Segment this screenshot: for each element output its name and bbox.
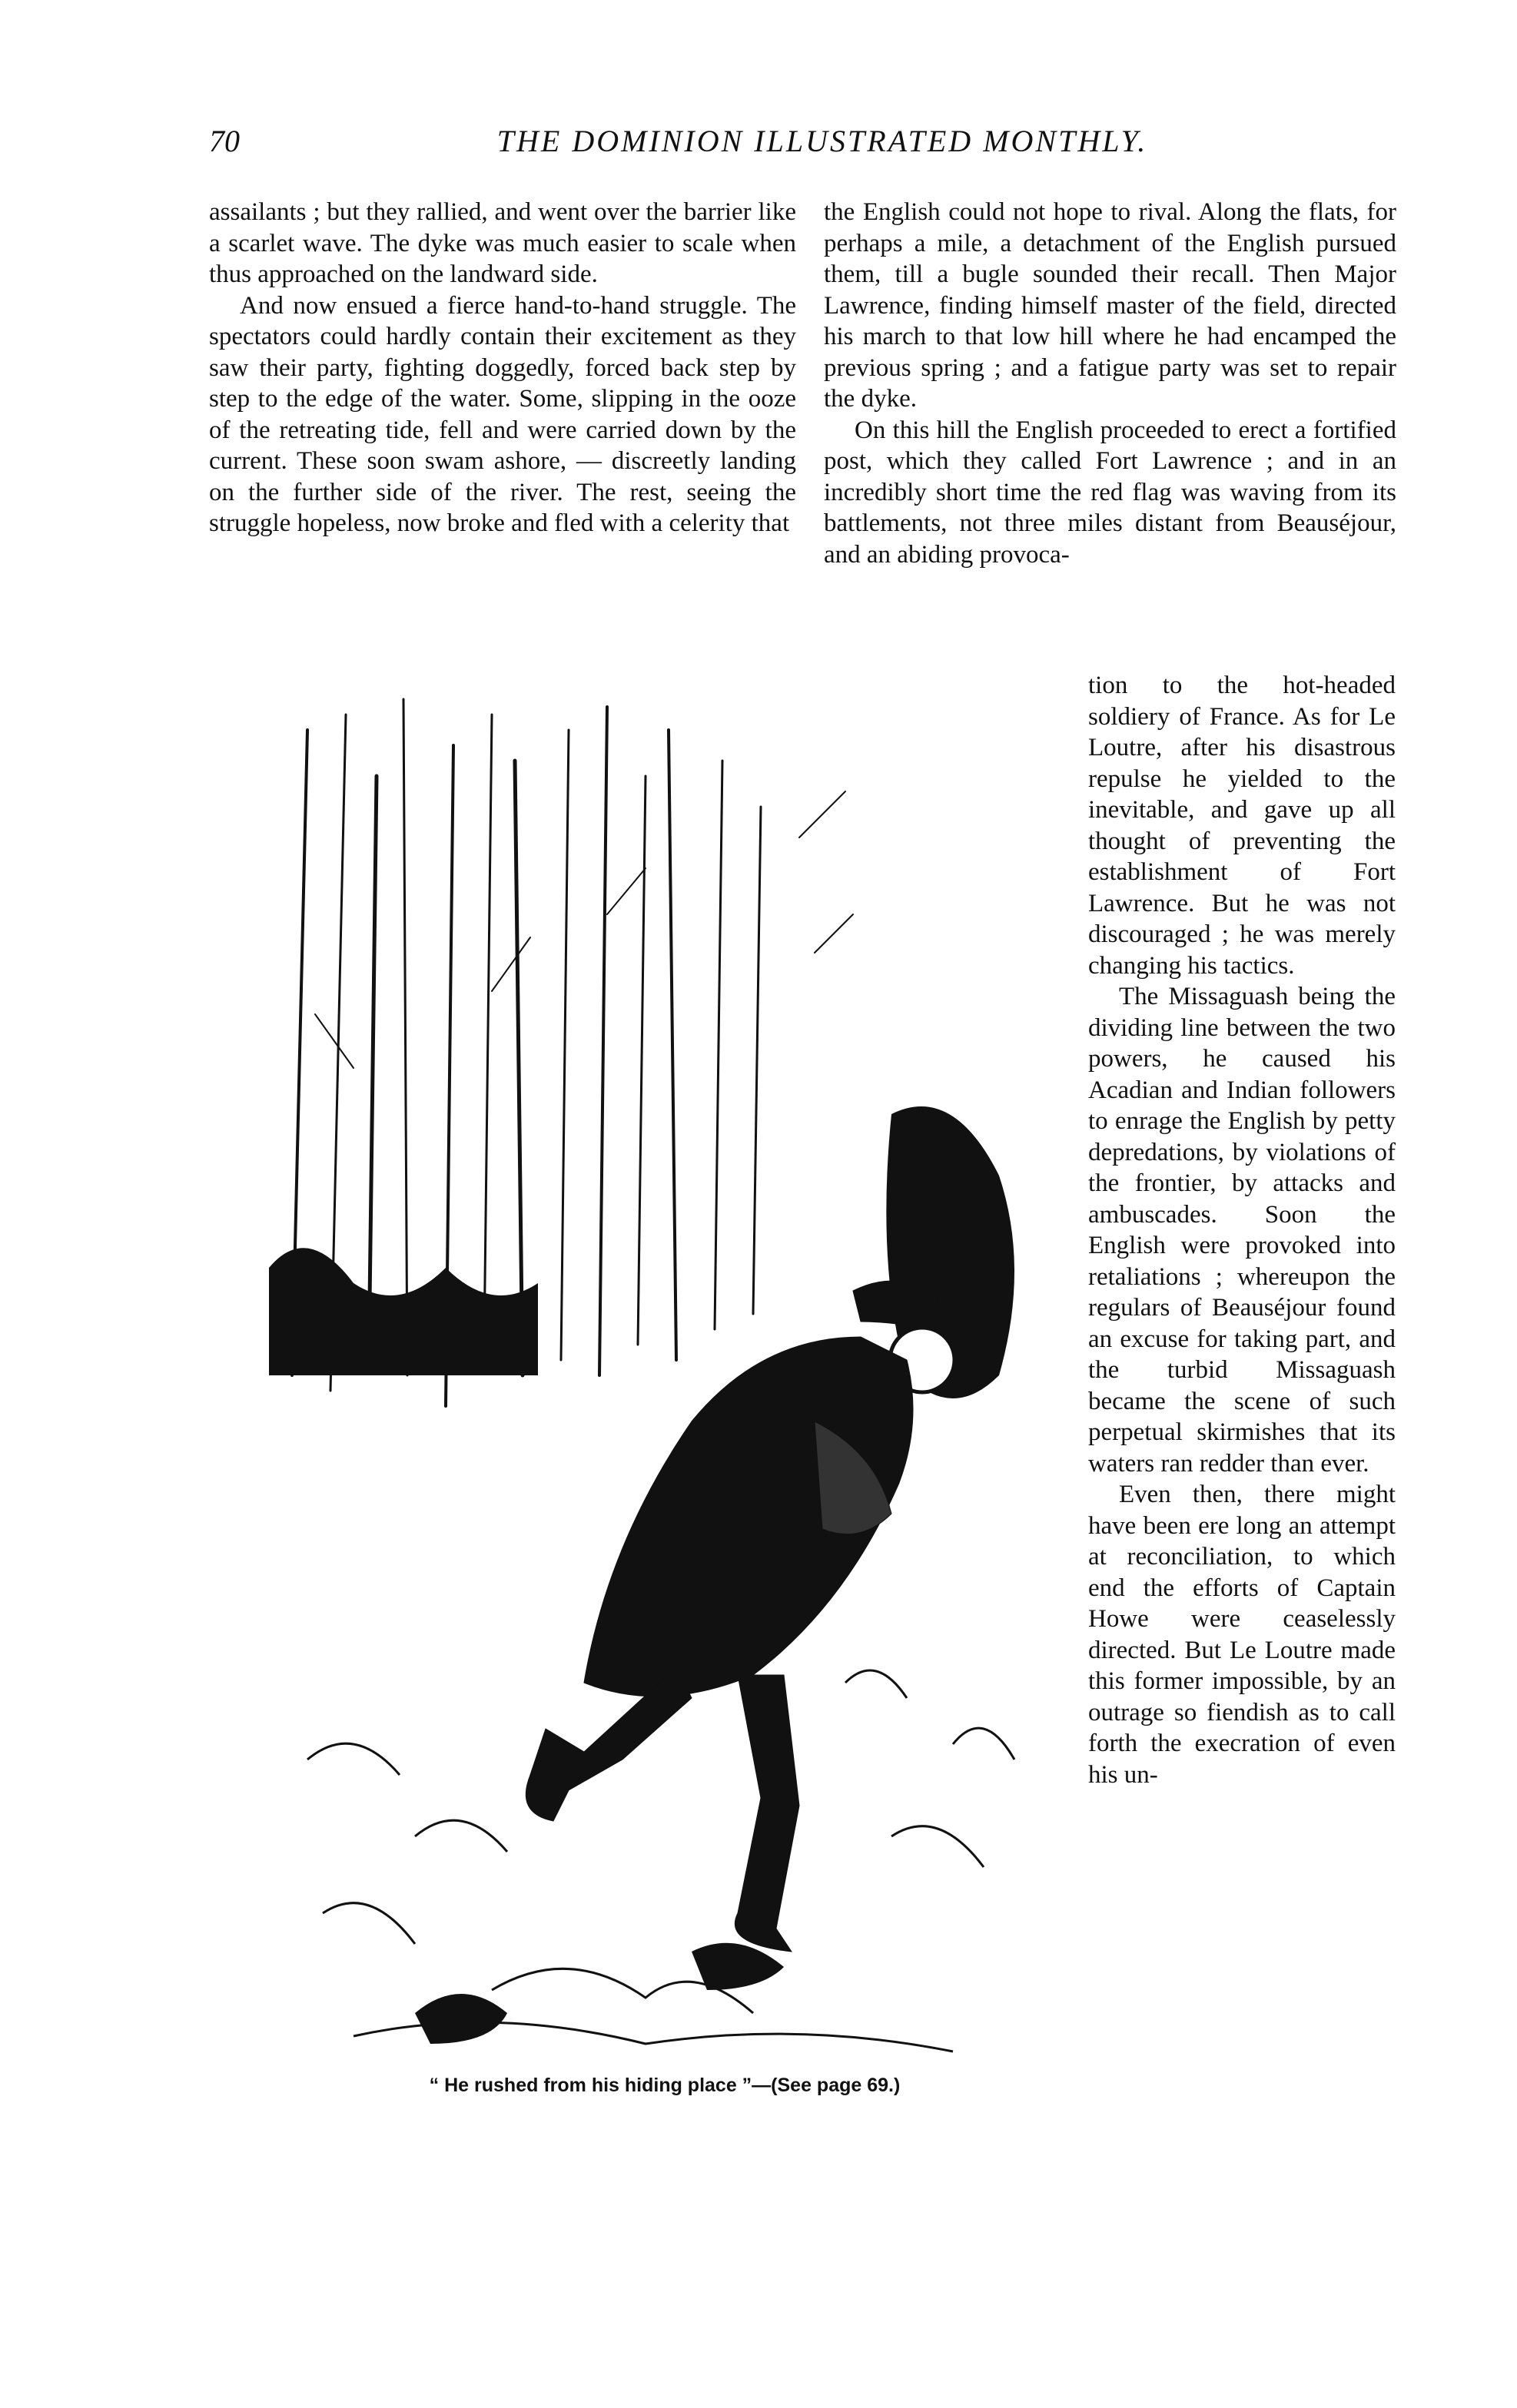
running-figure (526, 1281, 954, 1952)
text-column-left (209, 197, 796, 539)
running-head: THE DOMINION ILLUSTRATED MONTHLY. (496, 124, 1148, 158)
text-column-right (824, 197, 1396, 570)
paragraph: And now ensued a fierce hand-to-hand struggle. The spectators could hardly contain their excitement as they saw their party, fighting doggedly, forced back step by step to the edge of the water. Some, slipping in the ooze of the retreating tide, fell and were carried down by the current. These soon swam ashore, — discreetly landing on the further side of the river. The rest, seeing the struggle hopeless, now broke and fled with a celerity that (209, 291, 796, 537)
paragraph: Even then, there might have been ere long an attempt at reconciliation, to which end the efforts of Captain Howe were ceaselessly directed. But Le Loutre made this former impossible, by an outrage so fiendish as to call forth the execration of even his un- (1088, 1481, 1396, 1789)
paragraph: The Missaguash being the dividing line between the two powers, he caused his Acadian and Indian followers to enrage the English by petty depredations, by violations of the frontier, by attacks and ambuscades. Soon the English were provoked into retaliations ; whereupon the regulars of Beauséjour found an excuse for taking part, and the turbid Missaguash became the scene of such perpetual skirmishes that its waters ran redder than ever. (1088, 983, 1396, 1478)
paragraph: tion to the hot-headed soldiery of France. As for Le Loutre, after his disastrous repulse he yielded to the inevitable, and gave up all thought of preventing the establishment of Fort Lawrence. But he was not discouraged ; he was merely changing his tactics. (1088, 672, 1396, 980)
page-number: 70 (209, 124, 240, 158)
ground-rocks (415, 1943, 784, 2044)
paragraph: the English could not hope to rival. Along the flats, for perhaps a mile, a detachment of the English pursued them, till a bugle sounded their recall. Then Major Lawrence, finding himself master of the field, directed his march to that low hill where he had encamped the previous spring ; and a fatigue party was set to repair the dyke. (824, 198, 1396, 413)
paragraph: assailants ; but they rallied, and went over the barrier like a scarlet wave. The dyke was much easier to scale when thus approached on the landward side. (209, 198, 796, 288)
engraving-illustration (261, 684, 1076, 2067)
paragraph: On this hill the English proceeded to erect a fortified post, which they called Fort Lawrence ; and in an incredibly short time the red flag was waving from its battlements, not three miles distant from Beauséjour, and an abiding provoca- (824, 416, 1396, 569)
text-column-right-narrow (1088, 670, 1396, 1790)
ground-foliage (307, 1670, 1014, 2051)
illustration-caption: “ He rushed from his hiding place ”—(See page 69.) (429, 2075, 901, 2096)
